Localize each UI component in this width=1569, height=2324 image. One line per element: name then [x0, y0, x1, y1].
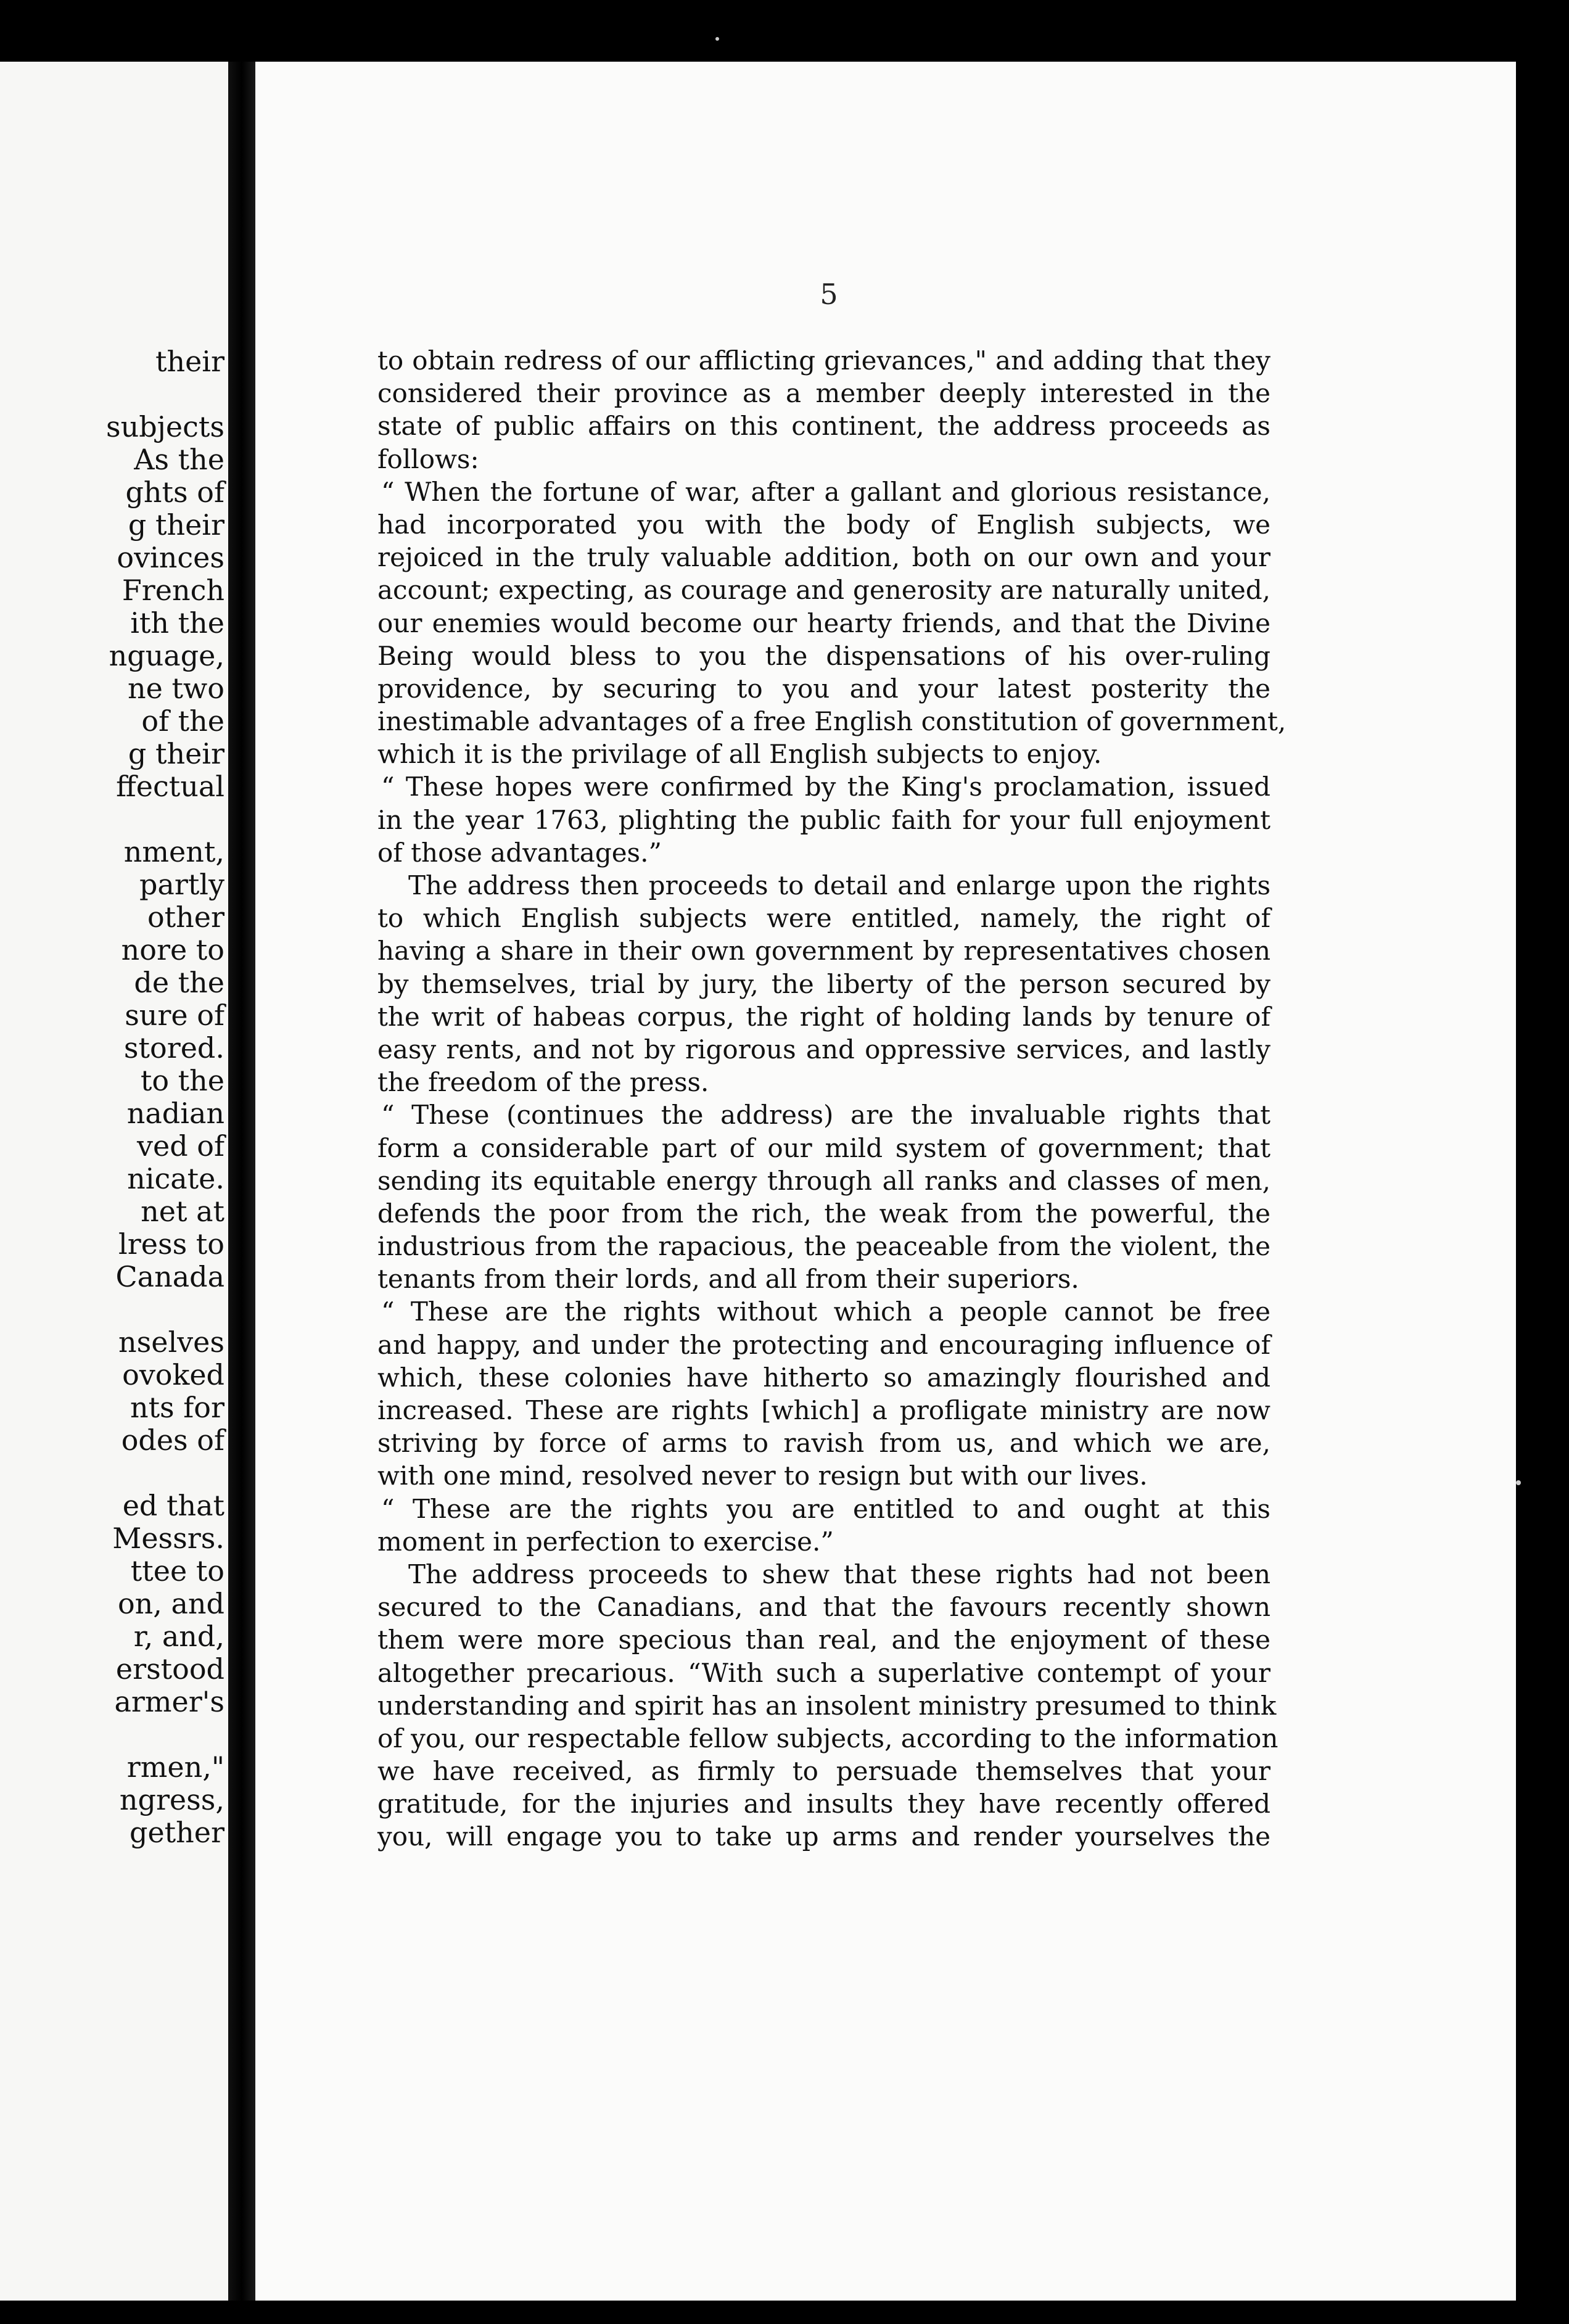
text-line: tenants from their lords, and all from their superiors.	[377, 1264, 1079, 1295]
text-line: increased. These are rights [which] a profligate ministry are now	[377, 1395, 1270, 1425]
left-page-line: g their	[128, 737, 224, 770]
left-page-line: their	[155, 345, 224, 378]
text-line: to which English subjects were entitled, namely, the right of	[377, 903, 1270, 934]
text-line: “ When the fortune of war, after a gallant and glorious resistance,	[381, 476, 1270, 507]
text-line: and happy, and under the protecting and encouraging influence of	[377, 1329, 1270, 1360]
scan-speck	[1516, 1480, 1521, 1485]
left-page-line: nselves	[118, 1325, 224, 1359]
left-page-line: French	[121, 574, 224, 607]
text-line: “ These are the rights without which a people cannot be free	[381, 1296, 1270, 1327]
text-line: industrious from the rapacious, the peaceable from the violent, the	[377, 1231, 1270, 1262]
text-line: secured to the Canadians, and that the favours recently shown	[377, 1592, 1270, 1623]
scan-speck	[715, 37, 719, 41]
left-page-line: g their	[128, 508, 224, 542]
text-line: rejoiced in the truly valuable addition, both on our own and your	[377, 542, 1270, 573]
page-body-text	[377, 344, 1287, 1853]
left-page-line: nicate.	[127, 1162, 224, 1195]
left-page-line: nore to	[121, 933, 224, 966]
left-page-line: nadian	[126, 1097, 224, 1130]
left-page-line: Messrs.	[112, 1522, 224, 1555]
text-line: them were more specious than real, and the enjoyment of these	[377, 1625, 1270, 1655]
left-page-line: stored.	[123, 1031, 224, 1065]
text-line: follows:	[377, 443, 479, 474]
left-page-line: partly	[139, 868, 224, 901]
left-page-line	[2, 1457, 224, 1490]
text-line: gratitude, for the injuries and insults they have recently offered	[377, 1789, 1270, 1819]
text-line: easy rents, and not by rigorous and oppressive services, and lastly	[377, 1034, 1270, 1065]
left-facing-page	[0, 62, 228, 2301]
text-line: form a considerable part of our mild system of government; that	[377, 1132, 1270, 1163]
text-line: with one mind, resolved never to resign but with our lives.	[377, 1461, 1148, 1491]
left-page-line: gether	[130, 1816, 224, 1849]
left-page-line: ovinces	[117, 541, 224, 574]
left-page-line: nment,	[123, 835, 224, 868]
left-page-line: ngress,	[119, 1783, 224, 1816]
text-line: the writ of habeas corpus, the right of holding lands by tenure of	[377, 1001, 1270, 1032]
text-line: Being would bless to you the dispensations of his over-ruling	[377, 640, 1270, 671]
left-page-line: to the	[140, 1064, 224, 1097]
left-page-line: sure of	[125, 999, 224, 1032]
left-page-line: erstood	[115, 1652, 224, 1686]
left-page-line: ttee to	[130, 1554, 224, 1588]
text-line: state of public affairs on this continent, the address proceeds as	[377, 411, 1270, 442]
left-page-line: ith the	[130, 606, 224, 640]
text-line: in the year 1763, plighting the public faith for your full enjoyment	[377, 804, 1270, 835]
left-page-line: de the	[134, 966, 224, 999]
left-page-line: ghts of	[125, 476, 224, 509]
text-line: of you, our respectable fellow subjects, according to the information	[377, 1723, 1279, 1753]
text-line: moment in perfection to exercise.”	[377, 1526, 834, 1557]
text-line: by themselves, trial by jury, the liberty of the person secured by	[377, 968, 1270, 999]
left-page-line: ne two	[127, 672, 224, 705]
book-gutter	[228, 62, 255, 2301]
text-line: providence, by securing to you and your latest posterity the	[377, 673, 1270, 704]
left-page-line: ved of	[137, 1129, 224, 1163]
left-page-line: nts for	[130, 1391, 224, 1424]
text-line: “ These (continues the address) are the invaluable rights that	[381, 1100, 1270, 1131]
text-line: altogether precarious. “With such a superlative contempt of your	[377, 1657, 1270, 1688]
left-page-line: lress to	[118, 1227, 224, 1261]
text-line: our enemies would become our hearty friends, and that the Divine	[377, 608, 1270, 638]
text-line: inestimable advantages of a free English constitution of government,	[377, 706, 1287, 737]
left-page-line: odes of	[121, 1424, 224, 1457]
text-line: which, these colonies have hitherto so amazingly flourished and	[377, 1362, 1270, 1393]
text-line: of those advantages.”	[377, 837, 662, 868]
text-line: “ These are the rights you are entitled to and ought at this	[381, 1493, 1270, 1524]
left-page-line: rmen,"	[126, 1750, 224, 1784]
text-line: “ These hopes were confirmed by the King's proclamation, issued	[381, 772, 1270, 802]
text-line: striving by force of arms to ravish from us, and which we are,	[377, 1428, 1270, 1459]
left-page-line: As the	[134, 443, 224, 476]
left-page-line	[2, 803, 224, 836]
text-line: we have received, as firmly to persuade themselves that your	[377, 1756, 1270, 1787]
left-page-line	[2, 1293, 224, 1326]
left-page-line: ed that	[122, 1489, 224, 1522]
left-page-line	[2, 1718, 224, 1751]
left-page-line: on, and	[117, 1587, 224, 1620]
text-line: you, will engage you to take up arms and render yourselves the	[377, 1821, 1270, 1852]
left-page-line: ffectual	[116, 770, 224, 803]
left-page-line: other	[147, 900, 224, 934]
text-line: which it is the privilage of all English subjects to enjoy.	[377, 739, 1102, 770]
left-page-line	[2, 378, 224, 411]
left-page-line: r, and,	[133, 1620, 224, 1653]
text-line: The address proceeds to shew that these rights had not been	[408, 1559, 1270, 1589]
text-line: defends the poor from the rich, the weak from the powerful, the	[377, 1198, 1270, 1229]
text-line: understanding and spirit has an insolent ministry presumed to think	[377, 1690, 1277, 1721]
left-page-line: Canada	[115, 1260, 224, 1293]
text-line: to obtain redress of our afflicting grievances," and adding that they	[377, 345, 1270, 376]
text-line: the freedom of the press.	[377, 1067, 709, 1098]
text-line: had incorporated you with the body of English subjects, we	[377, 509, 1270, 540]
left-page-line: armer's	[114, 1685, 224, 1718]
left-page-line: subjects	[105, 410, 224, 443]
text-line: account; expecting, as courage and generosity are naturally united,	[377, 575, 1270, 606]
left-page-line: of the	[141, 704, 224, 738]
text-line: having a share in their own government by representatives chosen	[377, 936, 1270, 966]
left-page-line: ovoked	[122, 1358, 224, 1391]
left-page-text-fragments	[2, 345, 224, 1849]
text-line: sending its equitable energy through all ranks and classes of men,	[377, 1165, 1270, 1196]
page-number: 5	[820, 278, 838, 311]
left-page-line: nguage,	[109, 639, 224, 672]
left-page-line: net at	[141, 1195, 224, 1228]
text-line: considered their province as a member deeply interested in the	[377, 378, 1270, 409]
right-page	[255, 62, 1516, 2301]
text-line: The address then proceeds to detail and enlarge upon the rights	[408, 870, 1270, 900]
